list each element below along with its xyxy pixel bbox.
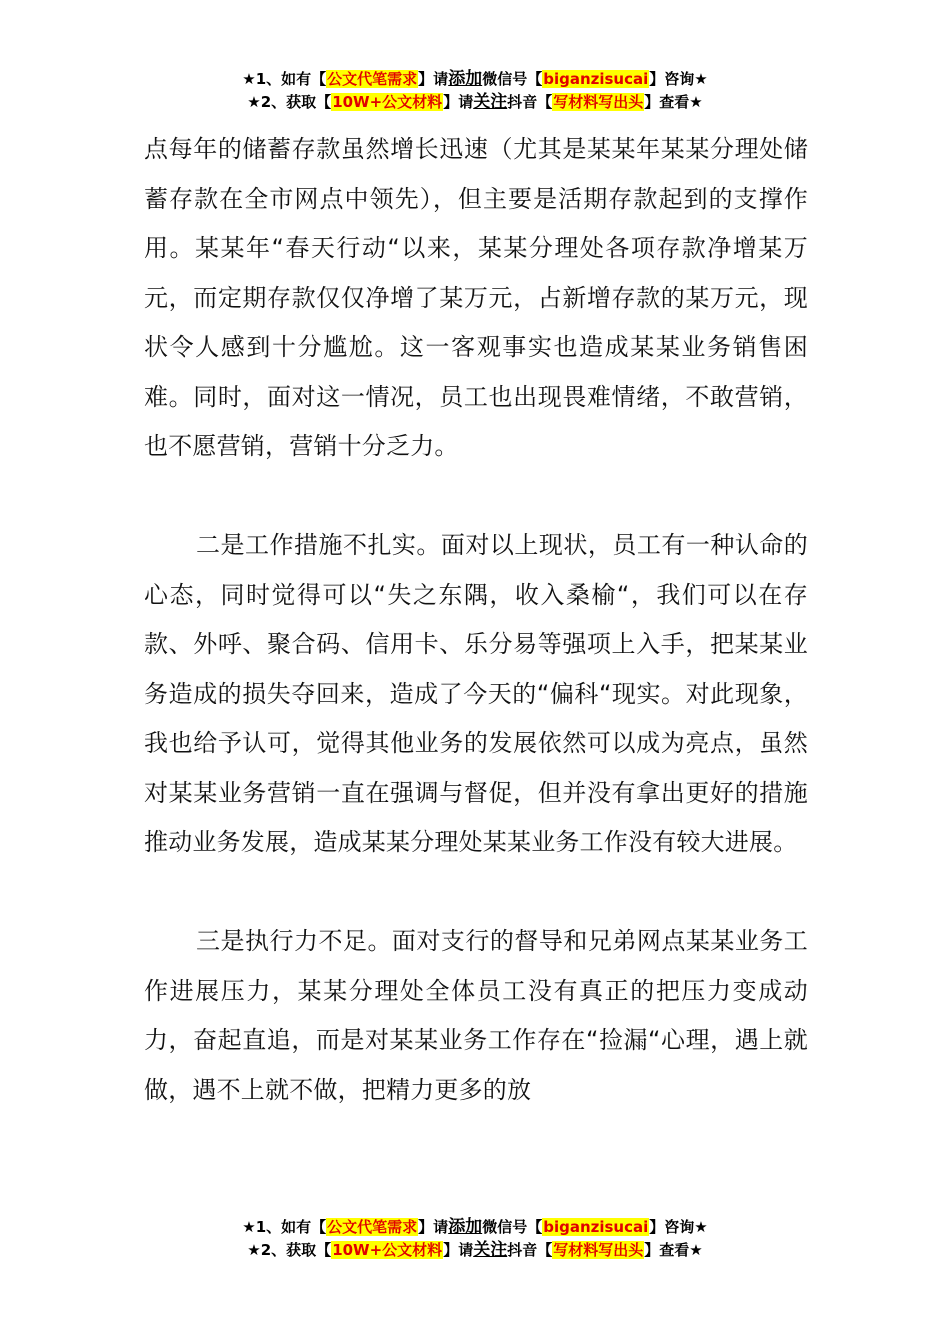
underlined-follow: 关注 [473, 92, 508, 112]
highlight-douyin-name: 写材料写出头 [553, 1241, 644, 1259]
highlight-materials: 10W+公文材料 [332, 1241, 443, 1259]
highlight-service: 公文代笔需求 [327, 1218, 418, 1236]
footer-banner-line-2: ★2、获取【10W+公文材料】请关注抖音【写材料写出头】查看★ [247, 1240, 703, 1260]
paragraph-1: 点每年的储蓄存款虽然增长迅速（尤其是某某年某某分理处储蓄存款在全市网点中领先），但主要是活期存款起到的支撑作用。某某年“春天行动“以来，某某分理处各项存款净增某万元，而定期存款仅仅净增了某万元，占新增存款的某万元，现状令人感到十分尴尬。这一客观事实也造成某某业务销售困难。同时，面对这一情况，员工也出现畏难情绪，不敢营销，也不愿营销，营销十分乏力。 [144, 135, 808, 460]
footer-banner [0, 1216, 950, 1262]
highlight-materials: 10W+公文材料 [332, 93, 443, 111]
underlined-add: 添加 [448, 69, 483, 89]
underlined-follow: 关注 [473, 1240, 508, 1260]
header-banner-line-2: ★2、获取【10W+公文材料】请关注抖音【写材料写出头】查看★ [247, 92, 703, 112]
footer-banner-line-1: ★1、如有【公文代笔需求】请添加微信号【biganzisucai】咨询★ [242, 1217, 708, 1237]
paragraph-2: 二是工作措施不扎实。面对以上现状，员工有一种认命的心态，同时觉得可以“失之东隅，收入桑榆“，我们可以在存款、外呼、聚合码、信用卡、乐分易等强项上入手，把某某业务造成的损失夺回来，造成了今天的“偏科“现实。对此现象，我也给予认可，觉得其他业务的发展依然可以成为亮点，虽然对某某业务营销一直在强调与督促，但并没有拿出更好的措施推动业务发展，造成某某分理处某某业务工作没有较大进展。 [144, 531, 808, 856]
highlight-service: 公文代笔需求 [327, 70, 418, 88]
header-banner-line-1: ★1、如有【公文代笔需求】请添加微信号【biganzisucai】咨询★ [242, 69, 708, 89]
highlight-wechat-id: biganzisucai [543, 1218, 649, 1236]
document-body [144, 125, 808, 1115]
highlight-wechat-id: biganzisucai [543, 70, 649, 88]
highlight-douyin-name: 写材料写出头 [553, 93, 644, 111]
header-banner [0, 68, 950, 114]
underlined-add: 添加 [448, 1217, 483, 1237]
paragraph-3: 三是执行力不足。面对支行的督导和兄弟网点某某业务工作进展压力，某某分理处全体员工没有真正的把压力变成动力，奋起直追，而是对某某业务工作存在“捡漏“心理，遇上就做，遇不上就不做，把精力更多的放 [144, 927, 808, 1104]
